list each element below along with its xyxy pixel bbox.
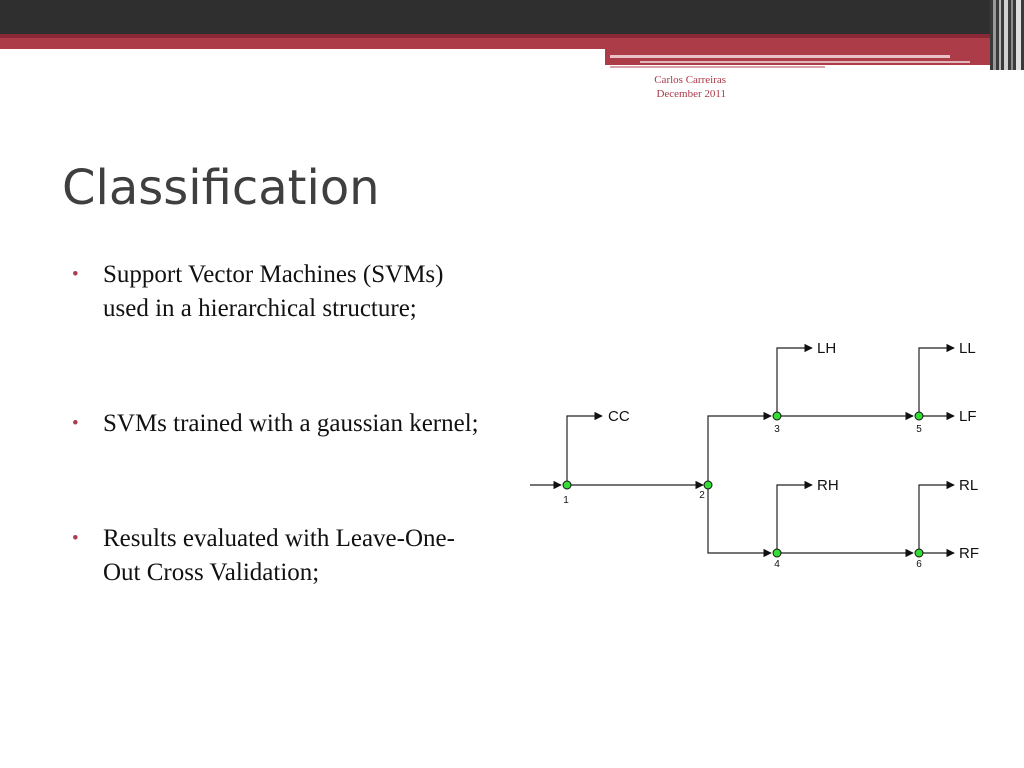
bullet-text: Support Vector Machines (SVMs) used in a hierarchical structure; <box>103 261 444 322</box>
edge-4-rh <box>777 485 812 553</box>
bullet-item <box>72 522 492 590</box>
node-label-6: 6 <box>916 559 922 570</box>
slide-title: Classification <box>62 160 380 216</box>
bullet-item <box>72 258 492 326</box>
output-label-lf: LF <box>959 408 977 425</box>
edge-3-lh <box>777 348 812 416</box>
svm-node-5 <box>915 412 923 420</box>
edge-1-cc <box>567 416 602 485</box>
edge-5-ll <box>919 348 954 416</box>
output-label-lh: LH <box>817 340 837 357</box>
node-label-3: 3 <box>774 424 780 435</box>
bullet-text: Results evaluated with Leave-One-Out Cross Validation; <box>103 525 455 586</box>
svm-node-3 <box>773 412 781 420</box>
edge-2-4 <box>708 485 771 553</box>
output-label-ll: LL <box>959 340 976 357</box>
edge-2-3 <box>708 416 771 485</box>
presentation-date: December 2011 <box>656 88 726 100</box>
edge-6-rl <box>919 485 954 553</box>
node-label-5: 5 <box>916 424 922 435</box>
svm-node-4 <box>773 549 781 557</box>
header-accent-shade <box>0 34 1000 38</box>
output-label-rl: RL <box>959 477 979 494</box>
decor-stripes <box>990 0 1024 70</box>
bullet-icon: • <box>72 528 79 549</box>
svm-hierarchy-diagram <box>525 335 995 580</box>
bullet-list <box>72 258 492 590</box>
node-label-2: 2 <box>699 490 705 501</box>
node-label-4: 4 <box>774 559 780 570</box>
bullet-text: SVMs trained with a gaussian kernel; <box>103 410 479 437</box>
output-label-cc: CC <box>608 408 630 425</box>
author-block <box>600 73 726 101</box>
decor-line <box>610 55 950 58</box>
author-name: Carlos Carreiras <box>654 74 726 86</box>
bullet-item <box>72 407 492 441</box>
bullet-icon: • <box>72 413 79 434</box>
decor-line <box>610 66 825 68</box>
header-bar <box>0 0 1024 34</box>
svm-node-6 <box>915 549 923 557</box>
decor-line <box>640 61 970 63</box>
svm-node-2 <box>704 481 712 489</box>
output-label-rf: RF <box>959 545 979 562</box>
svm-node-1 <box>563 481 571 489</box>
node-label-1: 1 <box>563 495 569 506</box>
output-label-rh: RH <box>817 477 839 494</box>
bullet-icon: • <box>72 264 79 285</box>
